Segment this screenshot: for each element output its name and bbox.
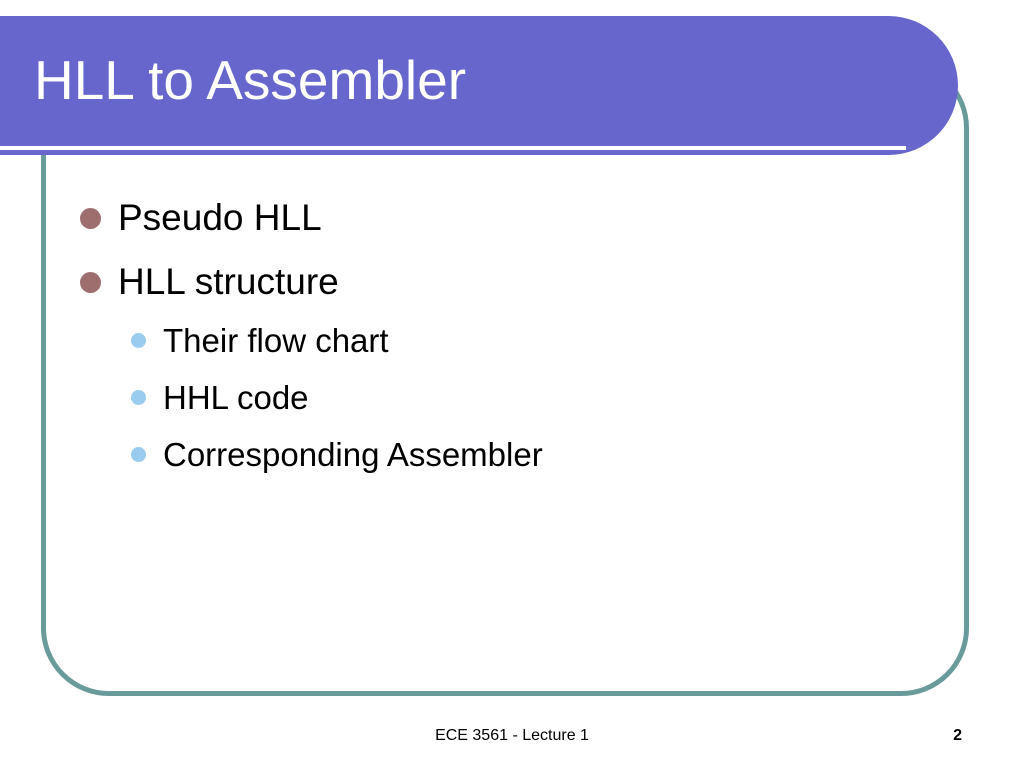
bullet-text: Pseudo HLL [118, 197, 322, 238]
title-underline [0, 146, 906, 150]
sub-bullet-text: Their flow chart [163, 322, 389, 359]
sub-bullet-text: Corresponding Assembler [163, 436, 543, 473]
slide-footer: ECE 3561 - Lecture 1 [435, 727, 589, 744]
sub-bullet-text: HHL code [163, 379, 309, 416]
bullet-dot-icon [80, 272, 101, 293]
sub-bullet-item [131, 426, 543, 483]
sub-bullet-dot-icon [131, 333, 146, 348]
slide-title: HLL to Assembler [34, 49, 467, 111]
sub-bullet-item [131, 312, 543, 369]
bullet-dot-icon [80, 208, 101, 229]
bullet-text: HLL structure [118, 261, 339, 302]
bullet-item [80, 250, 339, 314]
bullet-list [80, 186, 339, 314]
bullet-item [80, 186, 339, 250]
sub-bullet-list [131, 312, 543, 483]
sub-bullet-dot-icon [131, 447, 146, 462]
sub-bullet-dot-icon [131, 390, 146, 405]
slide-number: 2 [953, 727, 962, 744]
sub-bullet-item [131, 369, 543, 426]
